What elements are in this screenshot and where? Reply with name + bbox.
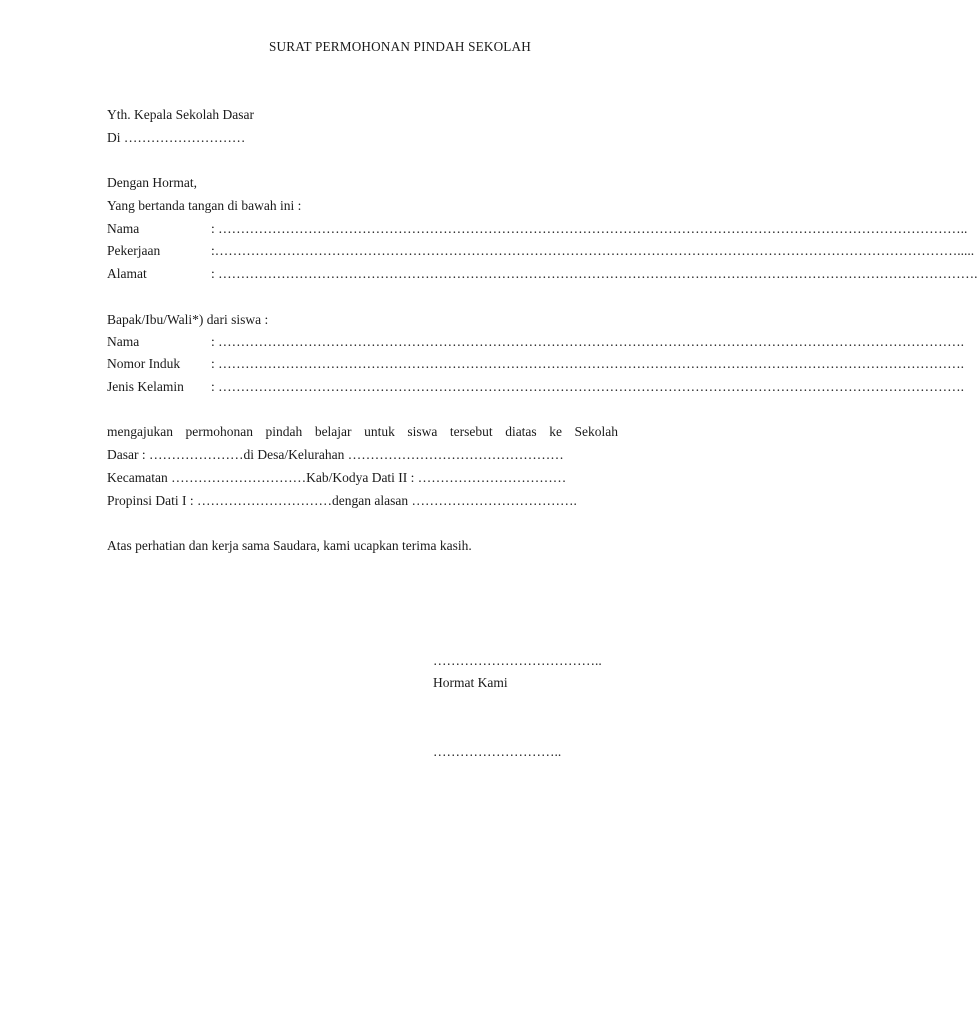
request-word: siswa <box>407 424 438 439</box>
request-line-2: Dasar : …………………di Desa/Kelurahan ………………………………………… <box>107 447 564 462</box>
intro-line: Yang bertanda tangan di bawah ini : <box>107 198 302 213</box>
request-word: untuk <box>364 424 395 439</box>
request-word: belajar <box>314 424 352 439</box>
recipient-line: Yth. Kepala Sekolah Dasar <box>107 107 254 122</box>
student-gender-label: Jenis Kelamin <box>107 379 184 394</box>
signature-name-blank: ……………………….. <box>433 744 562 759</box>
signature-place-date: ……………………………….. <box>433 653 602 668</box>
closing-line: Atas perhatian dan kerja sama Saudara, kami ucapkan terima kasih. <box>107 538 472 553</box>
request-word: tersebut <box>449 424 493 439</box>
student-name-blank: : …………………………………………………………………………………………………………………………………………………. <box>211 334 965 349</box>
request-word: ke <box>549 424 562 439</box>
student-id-blank: : …………………………………………………………………………………………………………………………………………………. <box>211 356 965 371</box>
parent-name-blank: : ………………………………………………………………………………………………………………………………………………….. <box>211 221 968 236</box>
parent-address-blank: : ……………………………………………………………………………………………………………………………………………………. <box>211 266 978 281</box>
student-id-label: Nomor Induk <box>107 356 181 371</box>
request-line-3: Kecamatan …………………………Kab/Kodya Dati II : …………………………… <box>107 470 567 485</box>
student-intro: Bapak/Ibu/Wali*) dari siswa : <box>107 312 269 327</box>
request-line-1 <box>107 425 618 439</box>
parent-address-label: Alamat <box>107 266 147 281</box>
request-word: Sekolah <box>574 424 618 439</box>
request-word: pindah <box>265 424 303 439</box>
greeting: Dengan Hormat, <box>107 175 197 190</box>
recipient-location: Di ……………………… <box>107 130 246 145</box>
request-line-4: Propinsi Dati I : …………………………dengan alasan ………………………………. <box>107 493 577 508</box>
parent-job-blank: :…………………………………………………………………………………………………………………………………………………..... <box>211 243 975 258</box>
request-word: diatas <box>505 424 537 439</box>
request-word: mengajukan <box>107 424 173 439</box>
document-title: SURAT PERMOHONAN PINDAH SEKOLAH <box>268 39 532 54</box>
parent-name-label: Nama <box>107 221 140 236</box>
parent-job-label: Pekerjaan <box>107 243 161 258</box>
student-name-label: Nama <box>107 334 140 349</box>
student-gender-blank: : …………………………………………………………………………………………………………………………………………………. <box>211 379 965 394</box>
request-word: permohonan <box>185 424 253 439</box>
signature-label: Hormat Kami <box>433 675 508 690</box>
